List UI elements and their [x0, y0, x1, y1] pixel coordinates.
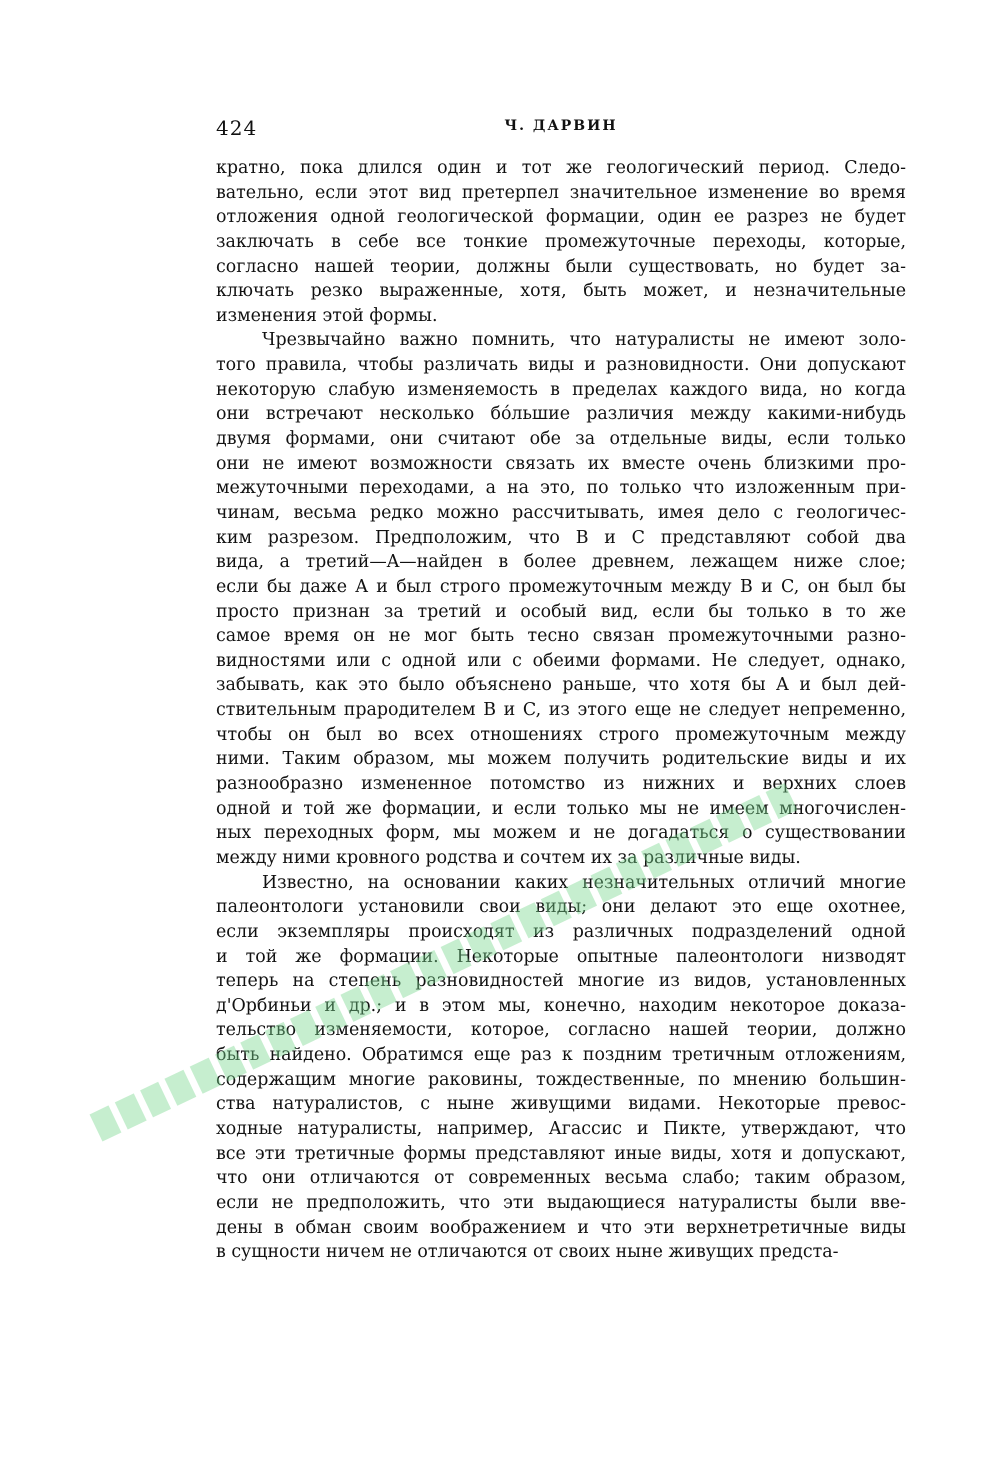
body-text: [216, 156, 906, 1265]
paragraph: [216, 156, 906, 328]
text-line: межуточными переходами, а на это, по только что изложенным при-: [216, 478, 906, 499]
text-line: ствительным прародителем B и C, из этого еще не следует непременно,: [216, 700, 906, 721]
text-line: некоторую слабую изменяемость в пределах каждого вида, но когда: [216, 379, 906, 400]
text-line: ходные натуралисты, например, Агассис и Пикте, утверждают, что: [216, 1118, 906, 1139]
text-line: Чрезвычайно важно помнить, что натуралисты не имеют золо-: [262, 330, 906, 351]
text-line: все эти третичные формы представляют иные виды, хотя и допускают,: [216, 1143, 906, 1164]
text-line: ким разрезом. Предположим, что B и C представляют собой два: [216, 527, 906, 548]
paragraph: [216, 328, 906, 870]
text-line: отложения одной геологической формации, один ее разрез не будет: [216, 207, 906, 228]
text-line: кратно, пока длился один и тот же геологический период. Следо-: [216, 158, 906, 178]
text-line: чтобы он был во всех отношениях строго промежуточным между: [216, 724, 906, 745]
text-line: вательно, если этот вид претерпел значительное изменение во время: [216, 182, 906, 203]
text-line: что они отличаются от современных весьма слабо; таким образом,: [216, 1168, 906, 1189]
text-line: теперь на степень разновидностей многие из видов, установленных: [216, 971, 906, 992]
text-line: содержащим многие раковины, тождественные, по мнению большин-: [216, 1069, 906, 1090]
page-number: 424: [216, 116, 258, 140]
text-line: ними. Таким образом, мы можем получить родительские виды и их: [216, 749, 906, 770]
text-line: в сущности ничем не отличаются от своих ныне живущих предста-: [216, 1242, 839, 1263]
text-line: того правила, чтобы различать виды и разновидности. Они допускают: [216, 355, 906, 376]
text-line: одной и той же формации, и если только мы не имеем многочислен-: [216, 798, 906, 819]
running-title: Ч. ДАРВИН: [504, 118, 618, 134]
text-line: если бы даже A и был строго промежуточным между B и C, он был бы: [216, 576, 906, 597]
text-line: палеонтологи установили свои виды; они делают это еще охотнее,: [216, 897, 906, 918]
text-line: изменения этой формы.: [216, 305, 438, 326]
text-line: просто признан за третий и особый вид, если бы только в то же: [216, 601, 906, 622]
text-line: вида, а третий—A—найден в более древнем, лежащем ниже слое;: [216, 552, 906, 573]
text-line: они не имеют возможности связать их вместе очень близкими про-: [216, 453, 906, 474]
text-line: д'Орбиньи и др.; и в этом мы, конечно, находим некоторое доказа-: [216, 995, 906, 1016]
text-line: двумя формами, они считают обе за отдельные виды, если только: [216, 429, 906, 450]
running-head: [216, 116, 906, 140]
text-line: ных переходных форм, мы можем и не догадаться о существовании: [216, 823, 906, 844]
text-line: забывать, как это было объяснено раньше, что хотя бы A и был дей-: [216, 675, 906, 696]
text-line: чинам, весьма редко можно рассчитывать, имея дело с геологичес-: [216, 502, 906, 523]
text-line: между ними кровного родства и сочтем их за различные виды.: [216, 847, 801, 868]
text-line: и той же формации. Некоторые опытные палеонтологи низводят: [216, 946, 906, 967]
text-line: самое время он не мог быть тесно связан промежуточными разно-: [216, 626, 906, 647]
text-line: Известно, на основании каких незначительных отличий многие: [262, 872, 906, 893]
text-line: разнообразно измененное потомство из нижних и верхних слоев: [216, 774, 906, 795]
text-line: если не предположить, что эти выдающиеся натуралисты были вве-: [216, 1192, 906, 1213]
text-line: они встречают несколько бо́льшие различия между какими-нибудь: [216, 404, 906, 425]
text-line: согласно нашей теории, должны были существовать, но будет за-: [216, 256, 906, 277]
text-line: заключать в себе все тонкие промежуточные переходы, которые,: [216, 231, 906, 252]
paragraph: [216, 871, 906, 1265]
text-line: быть найдено. Обратимся еще раз к поздним третичным отложениям,: [216, 1045, 906, 1066]
text-line: видностями или с одной или с обеими формами. Не следует, однако,: [216, 650, 906, 671]
text-line: тельство изменяемости, которое, согласно нашей теории, должно: [216, 1020, 906, 1041]
text-line: если экземпляры происходят из различных подразделений одной: [216, 921, 906, 942]
text-line: ства натуралистов, с ныне живущими видами. Некоторые превос-: [216, 1094, 906, 1115]
text-line: дены в обман своим воображением и что эти верхнетретичные виды: [216, 1217, 906, 1238]
text-line: ключать резко выраженные, хотя, быть может, и незначительные: [216, 281, 906, 302]
